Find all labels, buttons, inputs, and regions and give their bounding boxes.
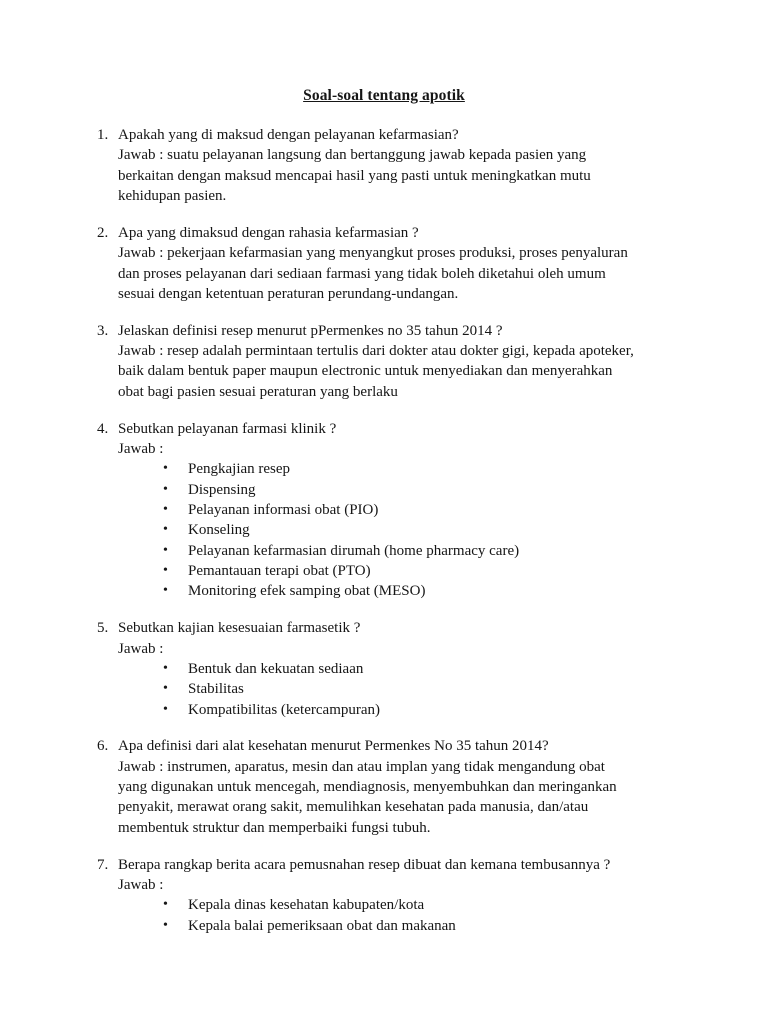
bullet-item: [163, 679, 738, 699]
bullet-text: Pemantauan terapi obat (PTO): [188, 563, 371, 580]
bullet-icon: •: [163, 481, 168, 497]
bullet-item: [163, 480, 738, 500]
bullet-item: [163, 916, 738, 936]
question-line: [97, 125, 738, 145]
question-number: 3.: [97, 322, 109, 339]
question-line: [97, 855, 738, 875]
answer-line: Jawab :: [118, 877, 164, 893]
bullet-icon: •: [163, 917, 168, 933]
question-line: [97, 419, 738, 439]
question-block-7: [97, 855, 738, 936]
bullet-item: [163, 520, 738, 540]
answer-line: Jawab :: [118, 640, 164, 657]
answer-line: yang digunakan untuk mencegah, mendiagnosis, menyembuhkan dan meringankan: [118, 779, 617, 796]
bullet-icon: •: [163, 542, 168, 558]
question-text: Apakah yang di maksud dengan pelayanan kefarmasian?: [118, 127, 459, 143]
bullet-item: [163, 659, 738, 679]
question-line: [97, 736, 738, 756]
answer-line: Jawab : resep adalah permintaan tertulis dari dokter atau dokter gigi, kepada apoteker,: [118, 343, 634, 360]
bullet-item: [163, 581, 738, 601]
question-number: 1.: [97, 127, 109, 143]
bullet-item: [163, 561, 738, 581]
answer-line: baik dalam bentuk paper maupun electronic untuk menyediakan dan menyerahkan: [118, 363, 613, 380]
bullet-item: [163, 700, 738, 720]
bullet-icon: •: [163, 583, 168, 599]
question-block-6: [97, 736, 738, 838]
question-number: 2.: [97, 224, 109, 241]
bullet-icon: •: [163, 701, 168, 717]
bullet-text: Dispensing: [188, 481, 256, 498]
bullet-icon: •: [163, 522, 168, 538]
bullet-text: Pengkajian resep: [188, 461, 291, 478]
answer-line: membentuk struktur dan memperbaiki fungsi tubuh.: [118, 819, 431, 836]
question-text: Apa definisi dari alat kesehatan menurut Permenkes No 35 tahun 2014?: [118, 738, 549, 755]
bullet-item: [163, 541, 738, 561]
bullet-text: Monitoring efek samping obat (MESO): [188, 583, 426, 600]
question-text: Berapa rangkap berita acara pemusnahan resep dibuat dan kemana tembusannya ?: [118, 856, 611, 873]
bullet-text: Konseling: [188, 522, 250, 539]
question-line: [97, 321, 738, 341]
document-content: [0, 125, 768, 936]
bullet-icon: •: [163, 660, 168, 676]
answer-line: berkaitan dengan maksud mencapai hasil yang pasti untuk meningkatkan mutu: [118, 167, 591, 184]
bullet-item: [163, 459, 738, 479]
answer-line: dan proses pelayanan dari sediaan farmasi yang tidak boleh diketahui oleh umum: [118, 265, 606, 282]
answer-line: kehidupan pasien.: [118, 188, 227, 205]
document-title: Soal-soal tentang apotik: [303, 87, 465, 104]
question-number: 7.: [97, 856, 109, 873]
bullet-text: Stabilitas: [188, 681, 244, 698]
question-number: 5.: [97, 620, 109, 637]
question-block-1: [97, 125, 738, 206]
bullet-icon: •: [163, 563, 168, 579]
bullet-icon: •: [163, 502, 168, 517]
question-number: 6.: [97, 738, 109, 755]
answer-line: Jawab : instrumen, aparatus, mesin dan atau implan yang tidak mengandung obat: [118, 758, 605, 775]
bullet-icon: •: [163, 681, 168, 697]
question-text: Sebutkan pelayanan farmasi klinik ?: [118, 420, 337, 437]
bullet-text: Pelayanan informasi obat (PIO): [188, 502, 379, 518]
answer-line: Jawab : pekerjaan kefarmasian yang menyangkut proses produksi, proses penyaluran: [118, 245, 628, 262]
question-number: 4.: [97, 420, 109, 437]
question-text: Apa yang dimaksud dengan rahasia kefarmasian ?: [118, 224, 419, 241]
question-block-5: [97, 618, 738, 720]
bullet-text: Kepala balai pemeriksaan obat dan makanan: [188, 917, 456, 934]
bullet-item: [163, 500, 738, 520]
bullet-text: Kompatibilitas (ketercampuran): [188, 701, 381, 718]
bullet-item: [163, 895, 738, 915]
bullet-text: Kepala dinas kesehatan kabupaten/kota: [188, 897, 425, 914]
answer-line: obat bagi pasien sesuai peraturan yang berlaku: [118, 383, 398, 400]
question-line: [97, 618, 738, 638]
bullet-text: Pelayanan kefarmasian dirumah (home pharmacy care): [188, 542, 520, 559]
bullet-icon: •: [163, 897, 168, 913]
question-block-4: [97, 419, 738, 602]
answer-line: penyakit, merawat orang sakit, memulihkan kesehatan pada manusia, dan/atau: [118, 799, 589, 816]
question-block-2: [97, 223, 738, 304]
question-block-3: [97, 321, 738, 402]
answer-line: Jawab : suatu pelayanan langsung dan bertanggung jawab kepada pasien yang: [118, 147, 587, 164]
bullet-text: Bentuk dan kekuatan sediaan: [188, 660, 364, 677]
question-line: [97, 223, 738, 243]
answer-line: sesuai dengan ketentuan peraturan perundang-undangan.: [118, 285, 459, 302]
question-text: Sebutkan kajian kesesuaian farmasetik ?: [118, 620, 361, 637]
bullet-icon: •: [163, 461, 168, 477]
answer-line: Jawab :: [118, 440, 164, 457]
question-text: Jelaskan definisi resep menurut pPermenkes no 35 tahun 2014 ?: [118, 322, 503, 339]
